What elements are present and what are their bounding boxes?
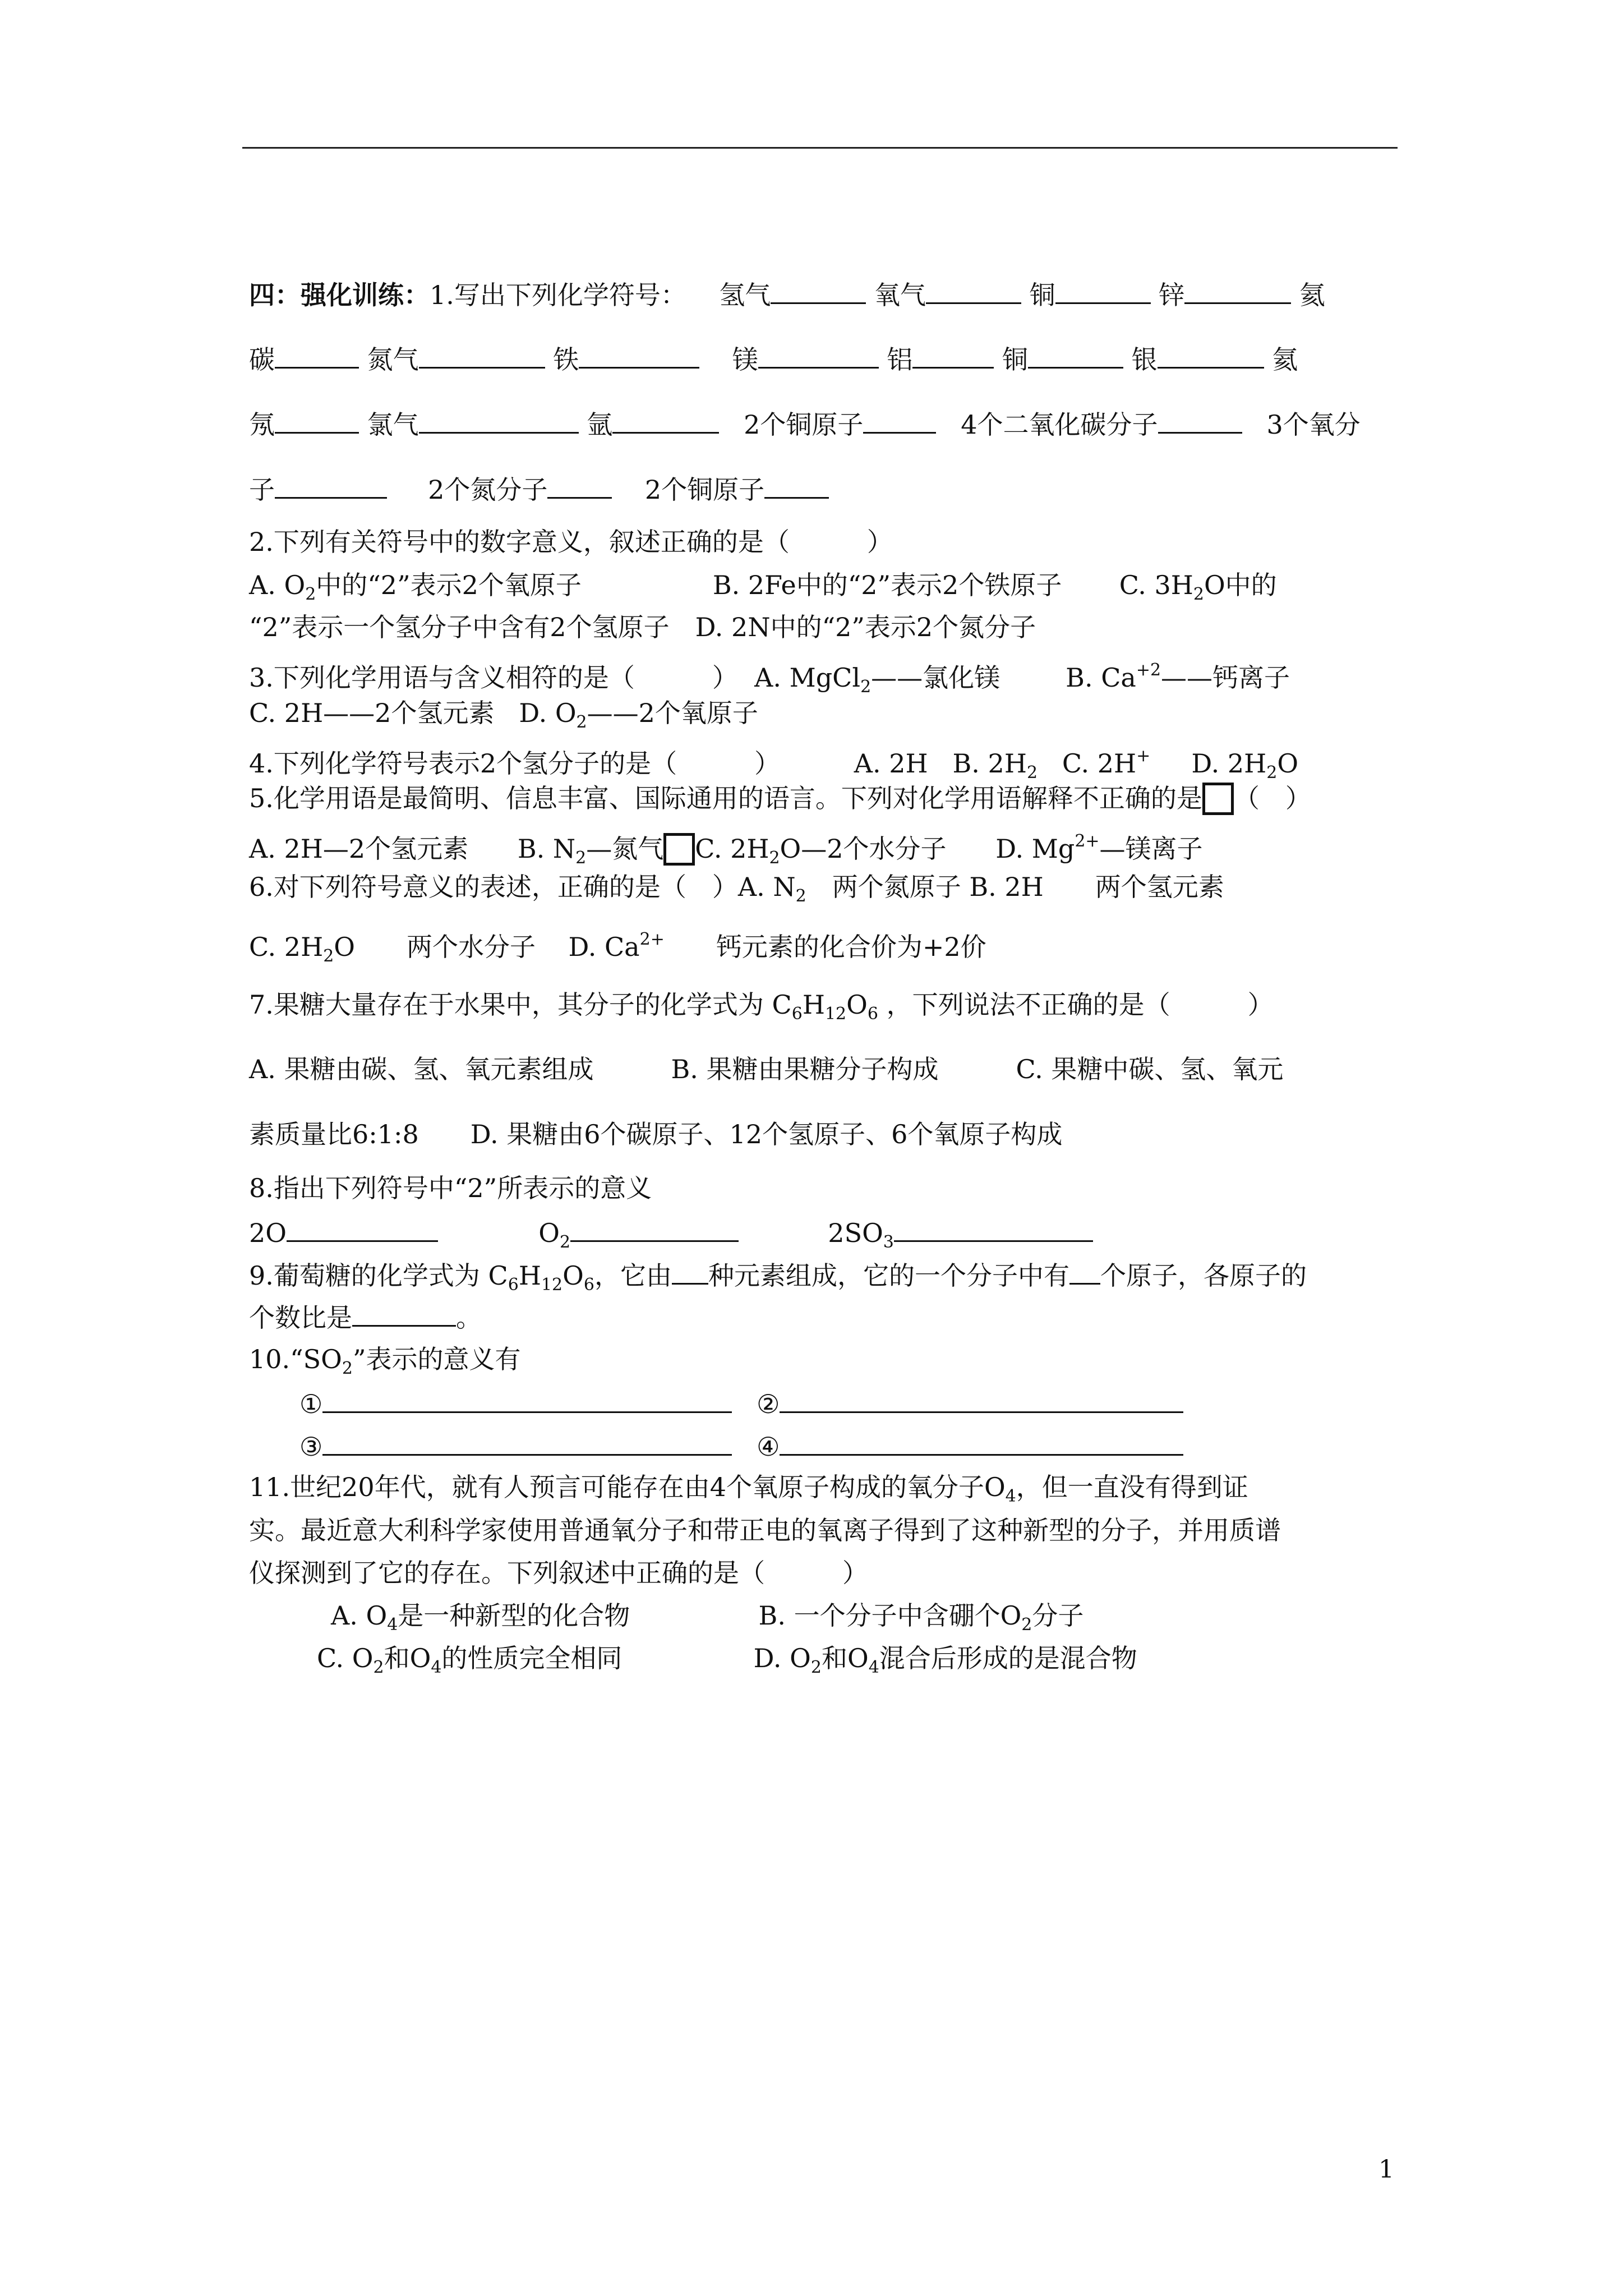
q11-options-1: A. $O_4$是一种新型的化合物 B. 一个分子中含硼个$O_2$分子 — [331, 1600, 1084, 1635]
q5-stem: 5.化学用语是最简明、信息丰富、国际通用的语言。下列对化学用语解释不正确的是 （ ） — [249, 783, 1415, 815]
q1-line-4: 子 2个氮分子 2个铜原子 — [249, 472, 1415, 505]
answer-box — [1202, 783, 1234, 815]
q7-options-1: A. 果糖由碳、氢、氧元素组成 B. 果糖由果糖分子构成 C. 果糖中碳、氢、氧元 — [249, 1054, 1284, 1084]
answer-box — [663, 833, 695, 866]
q7-stem: 7.果糖大量存在于水果中，其分子的化学式为 $C_6H_{12}O_6$ ，下列说法不正确的是（ ） — [249, 990, 1274, 1024]
q8-blanks: 2O $O_2$ $2SO_3$ — [249, 1216, 1415, 1258]
q10-row-1: ① ② — [299, 1387, 1466, 1420]
q1-line-2: 碳 氮气 铁 镁 铝 铜 银 氦 — [249, 342, 1415, 375]
q5-options: A. 2H—2个氢元素 B. $N_2—$氮气 C. $2H_2O—2$个水分子 D. $Mg^{2+}—$镁离子 — [249, 831, 1203, 868]
section-heading: 四：强化训练： — [249, 280, 430, 310]
q6-stem: 6.对下列符号意义的表述，正确的是（ ）A. $N_2$ 两个氮原子 B. 2H 两个氢元素 — [249, 872, 1224, 906]
header-rule — [242, 147, 1398, 149]
page-number: 1 — [1378, 2155, 1394, 2184]
q11-options-2: C. $O_2$和$O_4$的性质完全相同 D. $O_2$和$O_4$混合后形成的是混合物 — [317, 1643, 1137, 1677]
q9-line-2: 个数比是 。 — [249, 1300, 1415, 1333]
q7-options-2: 素质量比6:1:8 D. 果糖由6个碳原子、12个氢原子、6个氧原子构成 — [249, 1119, 1063, 1149]
q9-line-1: 9.葡萄糖的化学式为 $C_6H_{12}O_6$，它由 种元素组成，它的一个分子中有 个原子，各原子的 — [249, 1258, 1415, 1301]
q1-line-3: 氖 氯气 氩 2个铜原子 4个二氧化碳分子 3个氧分 — [249, 407, 1415, 440]
q11-line-1: 11.世纪20年代，就有人预言可能存在由4个氧原子构成的氧分子$O_4$，但一直没有得到证 — [249, 1472, 1248, 1506]
q8-stem: 8.指出下列符号中“2”所表示的意义 — [249, 1173, 652, 1203]
q1-line-1: 四：强化训练：1.写出下列化学符号： 氢气 氧气 铜 锌 氦 — [249, 278, 1415, 311]
q11-line-3: 仪探测到了它的存在。下列叙述中正确的是（ ） — [249, 1558, 868, 1588]
q10-stem: $10.“SO_2$”表示的意义有 — [249, 1344, 521, 1378]
q3-options: C. 2H——2个氢元素 D. $O_2——2$个氧原子 — [249, 698, 758, 732]
q4: 4.下列化学符号表示2个氢分子的是（ ） A. 2H B. $2H_2$ C. 2H+ D. $2H_2O$ — [249, 746, 1299, 783]
q2-stem: 2.下列有关符号中的数字意义，叙述正确的是（ ） — [249, 527, 893, 557]
q3-stem: 3.下列化学用语与含义相符的是（ ） A. MgCl$_2$——氯化镁 B. $Ca^{+2}——$钙离子 — [249, 660, 1290, 697]
q6-options: C. $2H_2O$ 两个水分子 D. $Ca^{2+}$ 钙元素的化合价为+2价 — [249, 930, 986, 966]
q10-row-2: ③ ④ — [299, 1429, 1466, 1462]
q11-line-2: 实。最近意大利科学家使用普通氧分子和带正电的氧离子得到了这种新型的分子，并用质谱 — [249, 1515, 1281, 1545]
q2-options-2: “2”表示一个氢分子中含有2个氢原子 D. 2N中的“2”表示2个氮分子 — [249, 612, 1036, 642]
q2-options-1: A. $O_2$中的“2”表示2个氧原子 B. 2Fe中的“2”表示2个铁原子 C. $3H_2O$中的 — [249, 570, 1277, 604]
